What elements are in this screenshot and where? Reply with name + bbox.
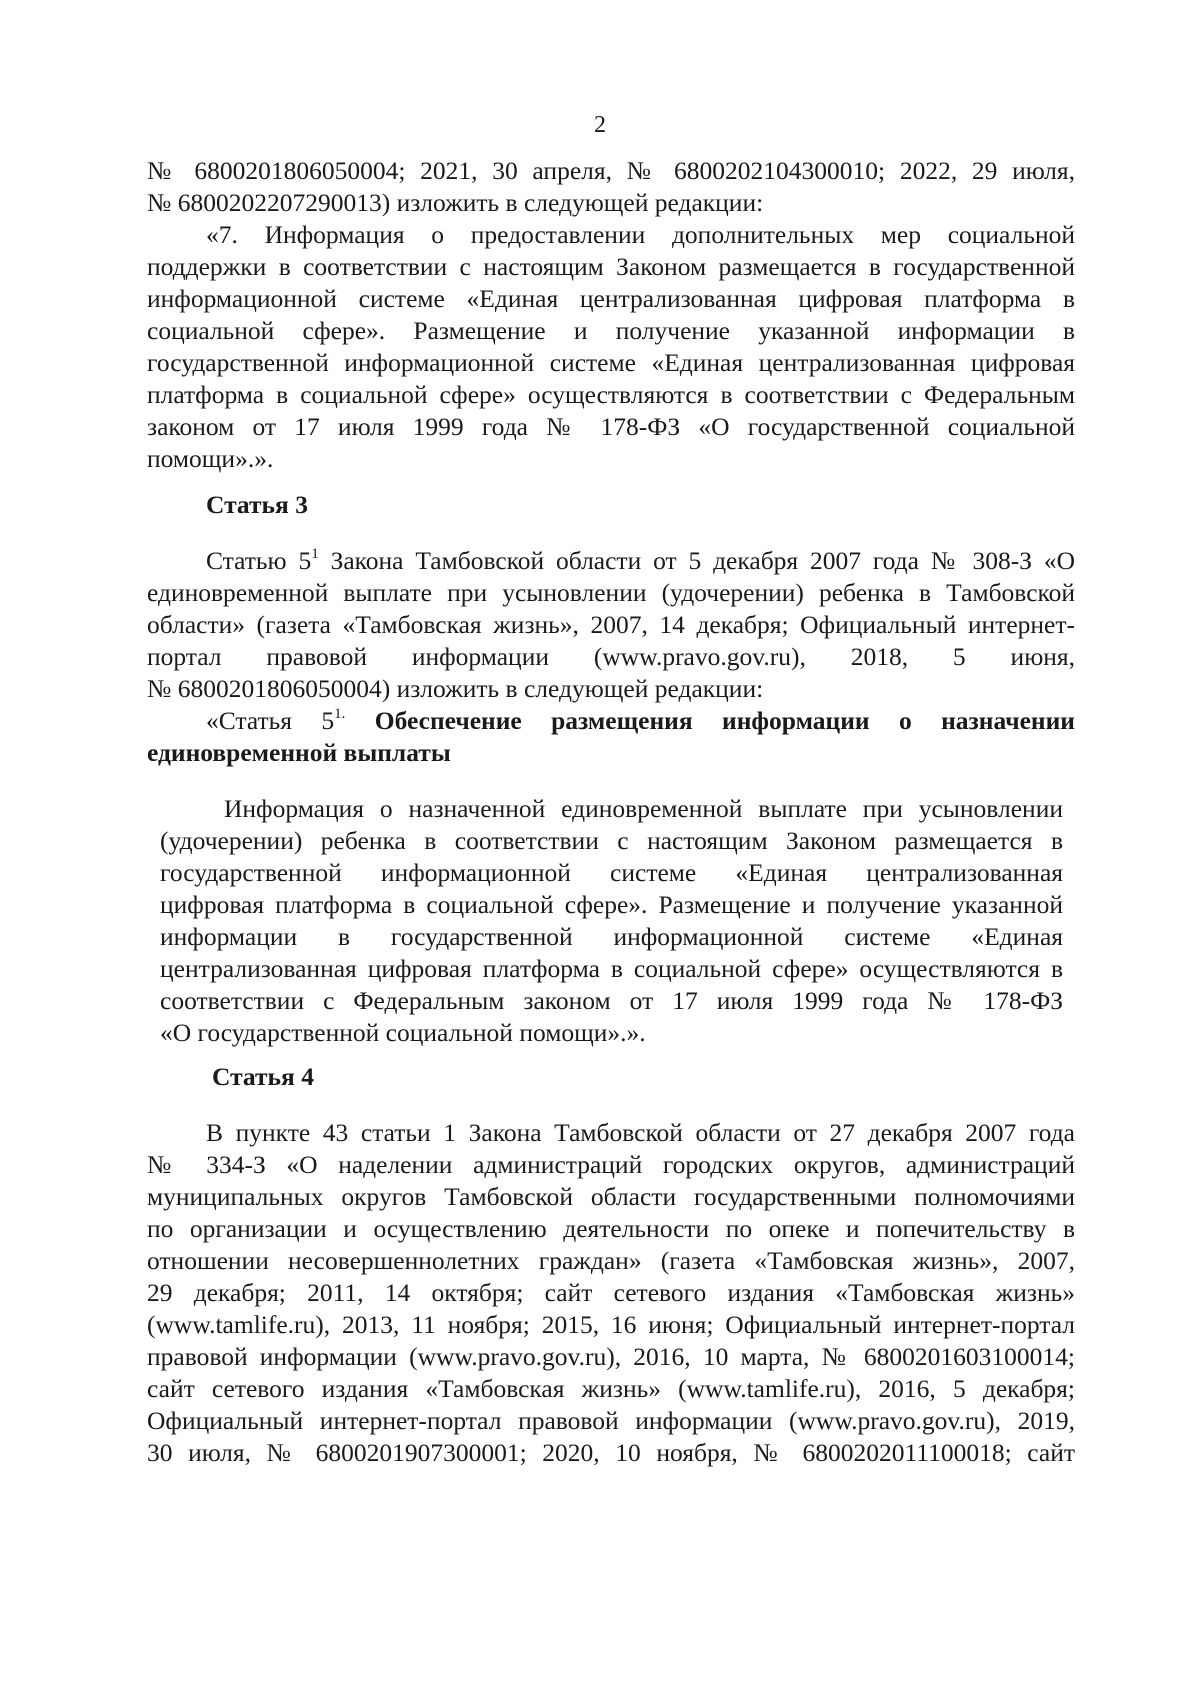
text-line: 29 декабря; 2011, 14 октября; сайт сетевого издания «Тамбовская жизнь» xyxy=(147,1278,1075,1307)
text-line: Информация о назначенной единовременной выплате при усыновлении xyxy=(224,794,1063,823)
text-line: по организации и осуществлению деятельности по опеке и попечительству в xyxy=(147,1214,1075,1243)
text-line: правовой информации (www.pravo.gov.ru), 2016, 10 марта, № 6800201603100014; xyxy=(147,1342,1075,1371)
text-line: (www.tamlife.ru), 2013, 11 ноября; 2015, 16 июня; Официальный интернет-портал xyxy=(147,1310,1075,1339)
superscript: 1. xyxy=(334,705,346,722)
text-line: области» (газета «Тамбовская жизнь», 2007, 14 декабря; Официальный интернет- xyxy=(147,610,1075,639)
text-line: «7. Информация о предоставлении дополнительных мер социальной xyxy=(206,220,1075,249)
text-line: информационной системе «Единая централизованная цифровая платформа в xyxy=(147,284,1075,313)
text-line: сайт сетевого издания «Тамбовская жизнь» (www.tamlife.ru), 2016, 5 декабря; xyxy=(147,1374,1075,1403)
text-line: информации в государственной информационной системе «Единая xyxy=(160,922,1063,951)
text-line: 30 июля, № 6800201907300001; 2020, 10 ноября, № 6800202011100018; сайт xyxy=(147,1438,1075,1467)
text-line: государственной информационной системе «Единая централизованная цифровая xyxy=(147,348,1075,377)
text-line: портал правовой информации (www.pravo.gov.ru), 2018, 5 июня, xyxy=(147,642,1075,671)
text-line: законом от 17 июля 1999 года № 178-ФЗ «О государственной социальной xyxy=(147,412,1075,441)
new-article-title: «Статья $5^{1.}$ Обеспечение размещения информации о назначении xyxy=(206,705,1075,735)
text-line: социальной сфере». Размещение и получение указанной информации в xyxy=(147,316,1075,345)
text-line: муниципальных округов Тамбовской области государственными полномочиями xyxy=(147,1182,1075,1211)
text-line: Официальный интернет-портал правовой информации (www.pravo.gov.ru), 2019, xyxy=(147,1406,1075,1435)
article-heading: Статья 4 xyxy=(212,1062,314,1091)
text-line: (удочерении) ребенка в соответствии с настоящим Законом размещается в xyxy=(160,826,1063,855)
text-line: Статью $5^1$ Закона Тамбовской области от 5 декабря 2007 года № 308-З «О xyxy=(206,545,1076,575)
text-line: централизованная цифровая платформа в социальной сфере» осуществляются в xyxy=(160,954,1063,983)
text-line: В пункте 43 статьи 1 Закона Тамбовской области от 27 декабря 2007 года xyxy=(206,1118,1075,1147)
superscript: 1 xyxy=(311,545,319,562)
text-line: помощи».». xyxy=(147,444,274,473)
text-line: отношении несовершеннолетних граждан» (газета «Тамбовская жизнь», 2007, xyxy=(147,1246,1075,1275)
text-line: № 334-З «О наделении администраций городских округов, администраций xyxy=(147,1150,1075,1179)
text-line: цифровая платформа в социальной сфере». Размещение и получение указанной xyxy=(160,890,1063,919)
text-line: государственной информационной системе «Единая централизованная xyxy=(160,858,1063,887)
page-number: 2 xyxy=(594,112,606,138)
text-line: соответствии с Федеральным законом от 17 июля 1999 года № 178-ФЗ xyxy=(160,986,1063,1015)
text-line: единовременной выплате при усыновлении (удочерении) ребенка в Тамбовской xyxy=(147,578,1075,607)
text-line: № 6800201806050004; 2021, 30 апреля, № 6800202104300010; 2022, 29 июля, xyxy=(147,156,1075,185)
text-line: «О государственной социальной помощи».». xyxy=(160,1018,646,1047)
article-heading: Статья 3 xyxy=(206,490,308,519)
text-line: платформа в социальной сфере» осуществляются в соответствии с Федеральным xyxy=(147,380,1075,409)
text-line: № 6800201806050004) изложить в следующей редакции: xyxy=(147,674,764,703)
new-article-title-line2: единовременной выплаты xyxy=(147,738,451,767)
text-line: поддержки в соответствии с настоящим Законом размещается в государственной xyxy=(147,252,1075,281)
text-line: № 6800202207290013) изложить в следующей редакции: xyxy=(147,188,764,217)
